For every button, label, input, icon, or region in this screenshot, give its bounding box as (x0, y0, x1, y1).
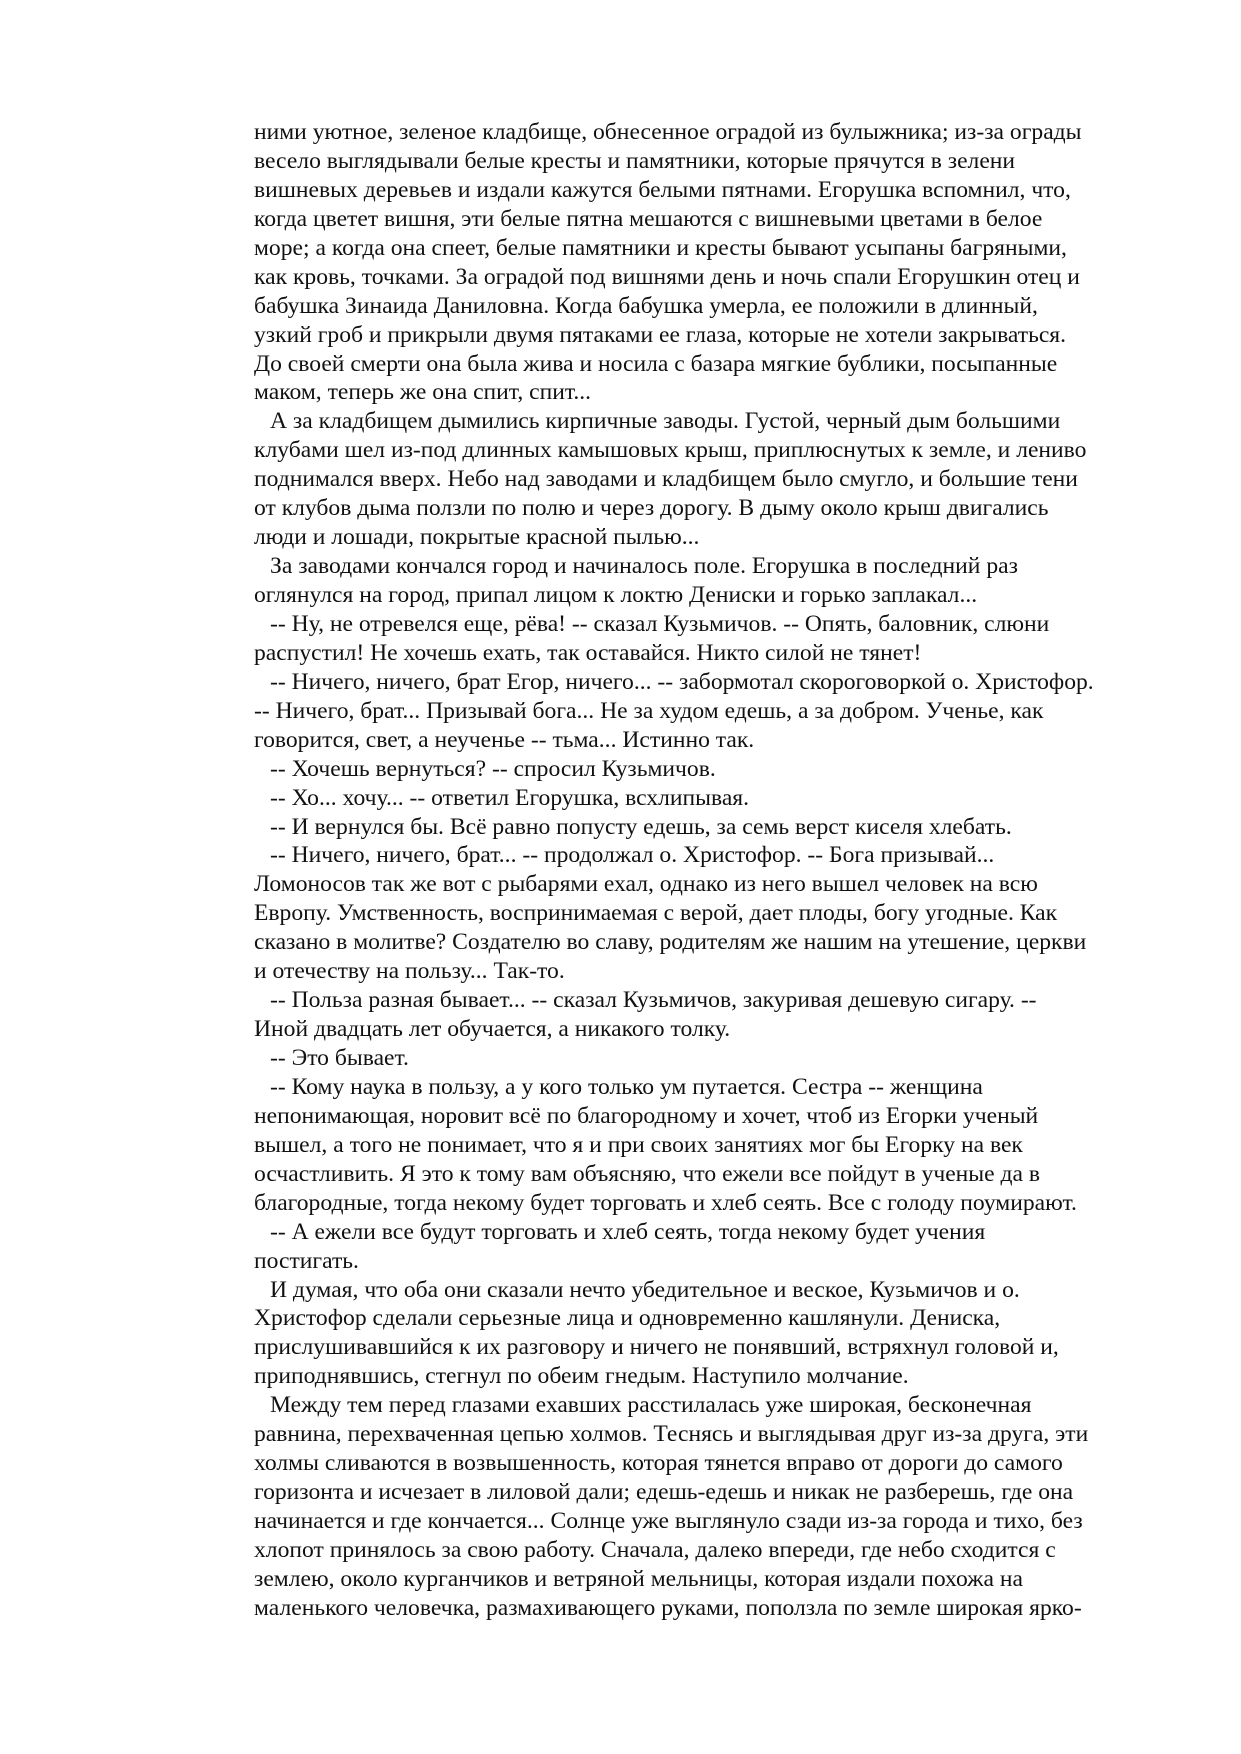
text-line: от клубов дыма ползли по полю и через дорогу. В дыму около крыш двигались (254, 495, 1049, 522)
text-line: весело выглядывали белые кресты и памятники, которые прячутся в зелени (254, 147, 1016, 174)
text-line: Христофор сделали серьезные лица и одновременно кашлянули. Дениска, (254, 1305, 1001, 1332)
text-line: вишневых деревьев и издали кажутся белыми пятнами. Егорушка вспомнил, что, (254, 176, 1071, 203)
text-line: сказано в молитве? Создателю во славу, родителям же нашим на утешение, церкви (254, 929, 1087, 956)
text-line: -- Ничего, брат... Призывай бога... Не за худом едешь, а за добром. Ученье, как (254, 697, 1044, 724)
text-line: -- Хочешь вернуться? -- спросил Кузьмичов. (270, 755, 716, 782)
text-line: -- Это бывает. (270, 1045, 409, 1071)
text-line: маком, теперь же она спит, спит... (254, 379, 592, 406)
text-line: вышел, а того не понимает, что я и при своих занятиях мог бы Егорку на век (254, 1131, 1023, 1158)
text-line: -- Польза разная бывает... -- сказал Кузьмичов, закуривая дешевую сигару. -- (270, 987, 1037, 1014)
text-line: говорится, свет, а неученье -- тьма... Истинно так. (254, 726, 755, 753)
text-line: узкий гроб и прикрыли двумя пятаками ее глаза, которые не хотели закрываться. (254, 321, 1067, 348)
text-line: -- И вернулся бы. Всё равно попусту едешь, за семь верст киселя хлебать. (270, 813, 1012, 840)
text-line: клубами шел из-под длинных камышовых крыш, приплюснутых к земле, и лениво (254, 437, 1087, 464)
text-line: -- Ничего, ничего, брат... -- продолжал о. Христофор. -- Бога призывай... (270, 842, 995, 869)
text-line: и отечеству на пользу... Так-то. (254, 958, 565, 985)
text-line: когда цветет вишня, эти белые пятна мешаются с вишневыми цветами в белое (254, 205, 1043, 232)
text-line: осчастливить. Я это к тому вам объясняю, что ежели все пойдут в ученые да в (254, 1160, 1041, 1187)
text-line: холмы сливаются в возвышенность, которая тянется вправо от дороги до самого (254, 1450, 1063, 1477)
text-line: До своей смерти она была жива и носила с базара мягкие бублики, посыпанные (254, 350, 1058, 377)
text-line: -- Кому наука в пользу, а у кого только ум путается. Сестра -- женщина (270, 1073, 983, 1100)
text-line: Иной двадцать лет обучается, а никакого толку. (254, 1016, 731, 1043)
text-line: равнина, перехваченная цепью холмов. Теснясь и выглядывая друг из-за друга, эти (254, 1421, 1089, 1448)
text-line: Ломоносов так же вот с рыбарями ехал, однако из него вышел человек на всю (254, 871, 1038, 898)
text-line: непонимающая, норовит всё по благородному и хочет, чтоб из Егорки ученый (254, 1102, 1039, 1129)
text-line: приподнявшись, стегнул по обеим гнедым. Наступило молчание. (254, 1363, 909, 1390)
text-line: как кровь, точками. За оградой под вишнями день и ночь спали Егорушкин отец и (254, 263, 1080, 290)
text-line: море; а когда она спеет, белые памятники и кресты бывают усыпаны багряными, (254, 234, 1067, 261)
text-line: И думая, что оба они сказали нечто убедительное и веское, Кузьмичов и о. (270, 1276, 1020, 1303)
text-line: постигать. (254, 1247, 359, 1274)
text-line: распустил! Не хочешь ехать, так оставайся. Никто силой не тянет! (254, 639, 922, 666)
text-line: Европу. Умственность, воспринимаемая с верой, дает плоды, богу угодные. Как (254, 900, 1058, 927)
text-line: А за кладбищем дымились кирпичные заводы. Густой, черный дым большими (270, 408, 1061, 435)
text-line: Между тем перед глазами ехавших расстилалась уже широкая, бесконечная (270, 1392, 1032, 1419)
text-line: землею, около курганчиков и ветряной мельницы, которая издали похожа на (254, 1565, 1023, 1592)
text-line: благородные, тогда некому будет торговать и хлеб сеять. Все с голоду поумирают. (254, 1189, 1077, 1216)
text-line: оглянулся на город, припал лицом к локтю Дениски и горько заплакал... (254, 582, 978, 608)
text-line: горизонта и исчезает в лиловой дали; едешь-едешь и никак не разберешь, где она (254, 1479, 1074, 1506)
text-line: хлопот принялось за свою работу. Сначала, далеко впереди, где небо сходится с (254, 1536, 1056, 1563)
text-line: -- Хо... хочу... -- ответил Егорушка, всхлипывая. (270, 784, 750, 811)
text-line: люди и лошади, покрытые красной пылью... (254, 524, 700, 551)
text-line: -- Ну, не отревелся еще, рёва! -- сказал Кузьмичов. -- Опять, баловник, слюни (270, 610, 1050, 637)
text-line: -- А ежели все будут торговать и хлеб сеять, тогда некому будет учения (270, 1218, 986, 1245)
text-line: ними уютное, зеленое кладбище, обнесенное оградой из булыжника; из-за ограды (254, 119, 1082, 145)
text-line: бабушка Зинаида Даниловна. Когда бабушка умерла, ее положили в длинный, (254, 292, 1038, 319)
text-line: маленького человечка, размахивающего руками, поползла по земле широкая ярко- (254, 1594, 1082, 1621)
body-text (254, 118, 1154, 1623)
text-line: прислушивавшийся к их разговору и ничего не понявший, встряхнул головой и, (254, 1334, 1059, 1361)
text-line: начинается и где кончается... Солнце уже выглянуло сзади из-за города и тихо, без (254, 1508, 1083, 1534)
text-line: поднимался вверх. Небо над заводами и кладбищем было смугло, и большие тени (254, 466, 1078, 493)
text-line: -- Ничего, ничего, брат Егор, ничего... -- забормотал скороговоркой о. Христофор. (270, 668, 1094, 695)
text-line: За заводами кончался город и начиналось поле. Егорушка в последний раз (270, 553, 1018, 580)
